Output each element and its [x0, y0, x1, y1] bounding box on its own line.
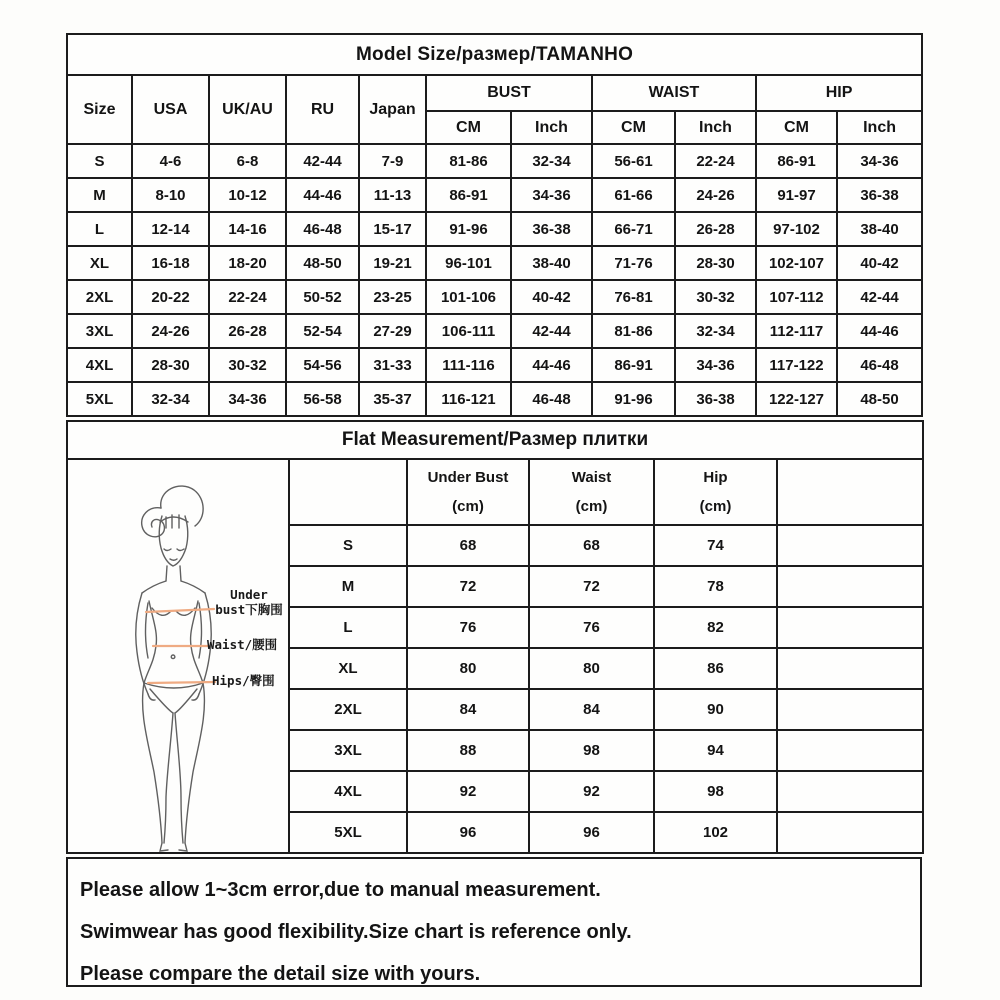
row-size-label: 5XL: [67, 382, 132, 416]
measurement-value: 12-14: [132, 212, 209, 246]
mouth: [170, 559, 177, 560]
navel: [171, 655, 175, 659]
measurement-value: 23-25: [359, 280, 426, 314]
measurement-value: 96: [529, 812, 654, 853]
row-size-label: 4XL: [67, 348, 132, 382]
row-size-label: XL: [289, 648, 407, 689]
measurement-value: 107-112: [756, 280, 837, 314]
measurement-value: 61-66: [592, 178, 675, 212]
measurement-value: 94: [654, 730, 777, 771]
measurement-value: 91-96: [426, 212, 511, 246]
measurement-value: 86: [654, 648, 777, 689]
note-line: Please allow 1~3cm error,due to manual measurement.: [80, 879, 601, 901]
measurement-value: 82: [654, 607, 777, 648]
measurement-value: 42-44: [837, 280, 922, 314]
measurement-value: 68: [529, 525, 654, 566]
row-size-label: L: [289, 607, 407, 648]
row-size-label: S: [289, 525, 407, 566]
measurement-value: 71-76: [592, 246, 675, 280]
row-size-label: 5XL: [289, 812, 407, 853]
measurement-value: 36-38: [511, 212, 592, 246]
measurement-value: 102: [654, 812, 777, 853]
column-header-hip: Hip (cm): [654, 459, 777, 525]
empty-header-cell: [289, 459, 407, 525]
row-size-label: 2XL: [67, 280, 132, 314]
table-row: [67, 280, 922, 314]
measurement-value: 11-13: [359, 178, 426, 212]
column-header-uk-au: UK/AU: [209, 75, 286, 144]
measurement-value: 117-122: [756, 348, 837, 382]
empty-cell: [777, 566, 923, 607]
subheader-waist-inch: Inch: [675, 111, 756, 144]
measurement-value: 30-32: [675, 280, 756, 314]
header-group-row: [67, 75, 922, 111]
column-header-ru: RU: [286, 75, 359, 144]
measurement-value: 18-20: [209, 246, 286, 280]
measurement-value: 26-28: [209, 314, 286, 348]
under-bust-indicator-line: [146, 609, 214, 612]
measurement-value: 34-36: [511, 178, 592, 212]
hips-indicator-line: [148, 682, 215, 683]
measurement-value: 92: [529, 771, 654, 812]
empty-cell: [777, 525, 923, 566]
measurement-value: 78: [654, 566, 777, 607]
measurement-value: 48-50: [837, 382, 922, 416]
subheader-hip-cm: CM: [756, 111, 837, 144]
measurement-value: 32-34: [675, 314, 756, 348]
measurement-value: 28-30: [132, 348, 209, 382]
measurement-value: 35-37: [359, 382, 426, 416]
measurement-value: 22-24: [209, 280, 286, 314]
measurement-value: 46-48: [286, 212, 359, 246]
measurement-value: 72: [407, 566, 529, 607]
measurement-value: 22-24: [675, 144, 756, 178]
empty-cell: [777, 771, 923, 812]
measurement-value: 52-54: [286, 314, 359, 348]
measurement-value: 34-36: [837, 144, 922, 178]
measurement-value: 40-42: [837, 246, 922, 280]
waist-figure-label: Waist/腰围: [207, 637, 278, 652]
measurement-value: 98: [529, 730, 654, 771]
measurement-value: 56-61: [592, 144, 675, 178]
measurement-value: 30-32: [209, 348, 286, 382]
measurement-value: 68: [407, 525, 529, 566]
table-title-row: [67, 34, 922, 75]
empty-header-cell: [777, 459, 923, 525]
group-header-hip: HIP: [756, 75, 922, 111]
measurement-value: 80: [407, 648, 529, 689]
empty-cell: [777, 730, 923, 771]
measurement-value: 24-26: [675, 178, 756, 212]
feet: [160, 843, 187, 851]
note-line: Please compare the detail size with yours.: [80, 963, 481, 985]
measurement-value: 27-29: [359, 314, 426, 348]
measurement-value: 10-12: [209, 178, 286, 212]
subheader-bust-cm: CM: [426, 111, 511, 144]
flat-measurement-title: Flat Measurement/Размер плитки: [67, 421, 923, 459]
closed-eyes: [164, 549, 184, 551]
subheader-bust-inch: Inch: [511, 111, 592, 144]
measurement-value: 19-21: [359, 246, 426, 280]
measurement-figure-cell: [67, 459, 289, 853]
under-bust-figure-label: Under bust下胸围: [215, 587, 283, 617]
measurement-value: 48-50: [286, 246, 359, 280]
measurement-value: 122-127: [756, 382, 837, 416]
hair-bun: [161, 486, 203, 526]
measurement-value: 88: [407, 730, 529, 771]
measurement-value: 72: [529, 566, 654, 607]
measurement-value: 16-18: [132, 246, 209, 280]
measurement-value: 92: [407, 771, 529, 812]
right-leg-inner: [175, 713, 183, 843]
measurement-value: 98: [654, 771, 777, 812]
shoulders: [142, 581, 205, 593]
model-figure-illustration: [68, 460, 289, 853]
row-size-label: 3XL: [289, 730, 407, 771]
column-header-under-bust: Under Bust (cm): [407, 459, 529, 525]
table-row: [67, 348, 922, 382]
model-size-table-title: Model Size/размер/TAMANHO: [67, 34, 922, 75]
measurement-value: 106-111: [426, 314, 511, 348]
empty-cell: [777, 812, 923, 853]
column-header-size: Size: [67, 75, 132, 144]
measurement-value: 8-10: [132, 178, 209, 212]
subheader-hip-inch: Inch: [837, 111, 922, 144]
table-row: [67, 246, 922, 280]
neck: [166, 566, 181, 581]
measurement-value: 44-46: [837, 314, 922, 348]
group-header-bust: BUST: [426, 75, 592, 111]
measurement-value: 97-102: [756, 212, 837, 246]
row-size-label: M: [67, 178, 132, 212]
measurement-value: 102-107: [756, 246, 837, 280]
measurement-value: 84: [407, 689, 529, 730]
measurement-value: 44-46: [286, 178, 359, 212]
row-size-label: 2XL: [289, 689, 407, 730]
measurement-value: 86-91: [592, 348, 675, 382]
measurement-value: 96: [407, 812, 529, 853]
measurement-value: 6-8: [209, 144, 286, 178]
measurement-value: 56-58: [286, 382, 359, 416]
measurement-value: 111-116: [426, 348, 511, 382]
measurement-value: 46-48: [511, 382, 592, 416]
measurement-value: 54-56: [286, 348, 359, 382]
table-title-row: [67, 421, 923, 459]
measurement-value: 31-33: [359, 348, 426, 382]
measurement-value: 44-46: [511, 348, 592, 382]
measurement-value: 38-40: [511, 246, 592, 280]
table-row: [67, 212, 922, 246]
measurement-value: 7-9: [359, 144, 426, 178]
row-size-label: L: [67, 212, 132, 246]
note-line: Swimwear has good flexibility.Size chart is reference only.: [80, 921, 632, 943]
row-size-label: S: [67, 144, 132, 178]
measurement-value: 28-30: [675, 246, 756, 280]
size-chart-sheet: [66, 33, 922, 987]
notes-box: [66, 857, 922, 987]
hips-figure-label: Hips/臀围: [212, 673, 275, 688]
measurement-value: 26-28: [675, 212, 756, 246]
measurement-value: 46-48: [837, 348, 922, 382]
measurement-value: 32-34: [511, 144, 592, 178]
measurement-value: 50-52: [286, 280, 359, 314]
measurement-value: 86-91: [426, 178, 511, 212]
measurement-value: 42-44: [286, 144, 359, 178]
row-size-label: M: [289, 566, 407, 607]
measurement-value: 91-97: [756, 178, 837, 212]
measurement-value: 34-36: [209, 382, 286, 416]
left-leg-inner: [164, 713, 173, 843]
measurement-value: 112-117: [756, 314, 837, 348]
subheader-waist-cm: CM: [592, 111, 675, 144]
table-row: [67, 382, 922, 416]
measurement-value: 42-44: [511, 314, 592, 348]
measurement-value: 14-16: [209, 212, 286, 246]
table-row: [67, 144, 922, 178]
right-leg-outer: [185, 683, 204, 843]
measurement-value: 86-91: [756, 144, 837, 178]
empty-cell: [777, 689, 923, 730]
measurement-value: 36-38: [837, 178, 922, 212]
measurement-value: 80: [529, 648, 654, 689]
row-size-label: 3XL: [67, 314, 132, 348]
measurement-value: 20-22: [132, 280, 209, 314]
measurement-value: 81-86: [426, 144, 511, 178]
measurement-value: 91-96: [592, 382, 675, 416]
measurement-value: 84: [529, 689, 654, 730]
measurement-value: 38-40: [837, 212, 922, 246]
measurement-value: 76: [529, 607, 654, 648]
column-header-waist: Waist (cm): [529, 459, 654, 525]
table-row: [67, 178, 922, 212]
measurement-value: 24-26: [132, 314, 209, 348]
measurement-value: 40-42: [511, 280, 592, 314]
measurement-value: 15-17: [359, 212, 426, 246]
empty-cell: [777, 607, 923, 648]
measurement-value: 76-81: [592, 280, 675, 314]
measurement-value: 32-34: [132, 382, 209, 416]
flat-measurement-table: [66, 420, 924, 854]
empty-cell: [777, 648, 923, 689]
model-size-table: [66, 33, 923, 417]
measurement-value: 34-36: [675, 348, 756, 382]
measurement-value: 4-6: [132, 144, 209, 178]
measurement-value: 90: [654, 689, 777, 730]
group-header-waist: WAIST: [592, 75, 756, 111]
left-leg-outer: [143, 683, 162, 843]
measurement-value: 96-101: [426, 246, 511, 280]
measurement-value: 116-121: [426, 382, 511, 416]
measurement-value: 101-106: [426, 280, 511, 314]
measurement-value: 74: [654, 525, 777, 566]
table-row: [67, 314, 922, 348]
header-row: [67, 459, 923, 525]
row-size-label: 4XL: [289, 771, 407, 812]
bikini-v: [150, 689, 197, 713]
measurement-value: 66-71: [592, 212, 675, 246]
row-size-label: XL: [67, 246, 132, 280]
measurement-value: 36-38: [675, 382, 756, 416]
measurement-value: 76: [407, 607, 529, 648]
column-header-usa: USA: [132, 75, 209, 144]
measurement-value: 81-86: [592, 314, 675, 348]
column-header-japan: Japan: [359, 75, 426, 144]
